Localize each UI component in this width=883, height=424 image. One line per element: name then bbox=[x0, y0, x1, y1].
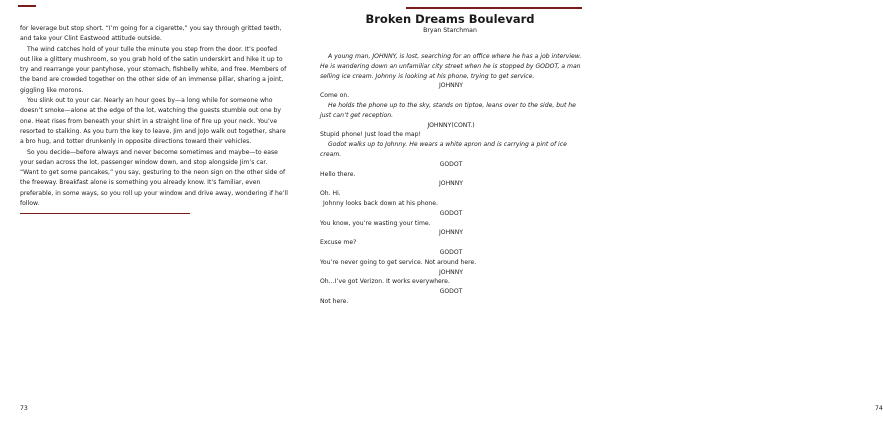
character-name: GODOT bbox=[439, 288, 463, 296]
character-name: GODOT bbox=[439, 248, 463, 256]
script-body bbox=[320, 52, 582, 307]
dialogue-line: Excuse me? bbox=[320, 239, 357, 247]
stage-direction: He holds the phone up to the sky, stands on tiptoe, leans over to the side, but he just can’t get reception. bbox=[320, 101, 576, 119]
paragraph: for leverage but stop short. “I’m going for a cigarette,” you say through gritted teeth, and take your Clint Eastwood attitude outside. bbox=[20, 25, 282, 43]
stage-direction: A young man, JOHNNY, is lost, searching for an office where he has a job interview. He is wandering down an unfamiliar city street when he is stopped by GODOT, a man selling ice cream. Johnny is looking at his phone, trying to get service. bbox=[320, 53, 582, 80]
left-page-body bbox=[20, 24, 288, 214]
character-name: JOHNNY bbox=[438, 82, 463, 90]
page-number-left: 73 bbox=[20, 405, 28, 412]
paragraph: You slink out to your car. Nearly an hour goes by—a long while for someone who doesn’t smoke—alone at the edge of the lot, watching the guests stumble out one by one. Heat rises from beneath your shirt in a straight line of fire up your neck. You’ve resorted to stalking. As you turn the key to leave, Jim and JoJo walk out together, share a bro hug, and totter drunkenly in opposite directions toward their vehicles. bbox=[20, 97, 286, 146]
left-page bbox=[0, 0, 300, 424]
dialogue-line: You’re never going to get service. Not around here. bbox=[320, 258, 477, 266]
character-name: JOHNNY(CONT.) bbox=[427, 121, 475, 129]
author-name: Bryan Starchman bbox=[423, 27, 477, 34]
character-name: JOHNNY bbox=[438, 180, 463, 188]
play-title: Broken Dreams Boulevard bbox=[365, 12, 535, 26]
character-name: GODOT bbox=[439, 209, 463, 217]
dialogue-line: Hello there. bbox=[320, 170, 356, 178]
stage-direction: Godot walks up to Johnny. He wears a white apron and is carrying a pint of ice cream. bbox=[320, 141, 567, 158]
section-end-rule bbox=[20, 213, 190, 214]
dialogue-line: Stupid phone! Just load the map! bbox=[320, 131, 421, 139]
right-page bbox=[300, 0, 883, 424]
dialogue-line: Not here. bbox=[320, 297, 349, 305]
page-number-right: 74 bbox=[875, 405, 883, 412]
dialogue-line: You know, you’re wasting your time. bbox=[320, 219, 431, 227]
paragraph: The wind catches hold of your tulle the minute you step from the door. It’s poofed out like a glittery mushroom, so you grab hold of the satin underskirt and hike it up to try and rearrange your pantyhose, your stomach, fishbelly white, and free. Members of the band are crowded together on the other side of an immense pillar, sharing a joint, giggling like morons. bbox=[20, 45, 287, 94]
dialogue-line: Oh…I’ve got Verizon. It works everywhere. bbox=[320, 278, 450, 286]
paragraph: So you decide—before always and never become sometimes and maybe—to ease your sedan across the lot, passenger window down, and stop alongside Jim’s car. “Want to get some pancakes,” you say, gesturing to the neon sign on the other side of the freeway. Breakfast alone is something you already know. It’s familiar, even preferable, in some ways, so you roll up your window and drive away, wondering if he’ll follow. bbox=[20, 148, 288, 208]
character-name: JOHNNY bbox=[438, 268, 463, 276]
dialogue-line: Oh. Hi. bbox=[320, 190, 341, 198]
character-name: GODOT bbox=[439, 160, 463, 168]
dialogue-line: Come on. bbox=[320, 92, 350, 100]
dialogue-line: Johnny looks back down at his phone. bbox=[323, 199, 438, 207]
character-name: JOHNNY bbox=[438, 229, 463, 237]
